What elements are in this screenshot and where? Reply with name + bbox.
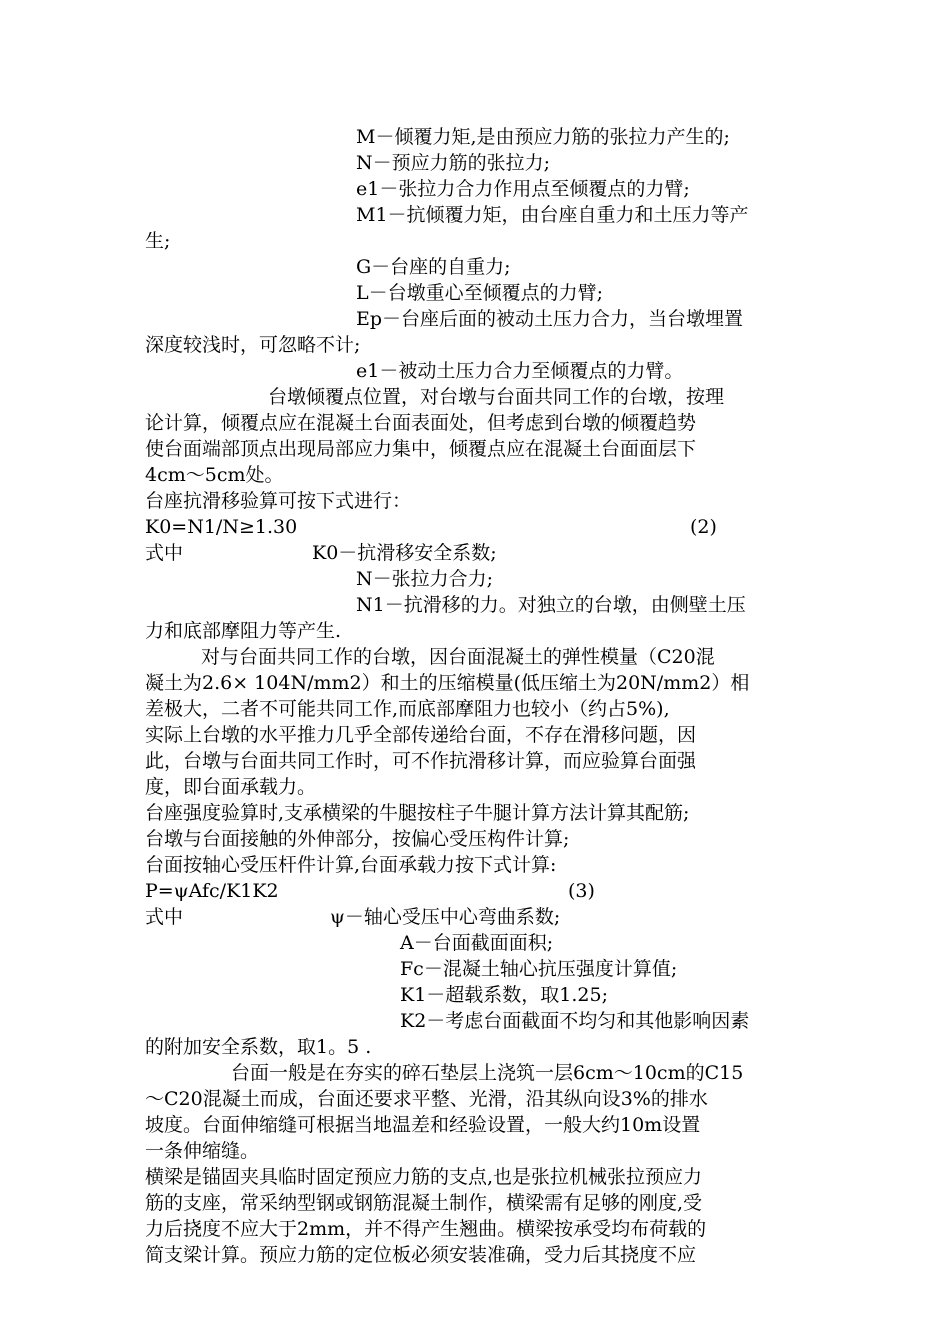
text-line: 简支梁计算。预应力筋的定位板必须安装准确，受力后其挠度不应 — [145, 1244, 697, 1266]
text-line: 的附加安全系数，取1。5 . — [145, 1036, 372, 1058]
text-line: 台面按轴心受压杆件计算,台面承载力按下式计算: — [145, 854, 557, 876]
text-line: 台墩倾覆点位置，对台墩与台面共同工作的台墩，按理 — [268, 386, 725, 408]
text-line: N－张拉力合力; — [356, 568, 494, 590]
text-line: 式中 — [145, 542, 184, 564]
text-line: A－台面截面面积; — [400, 932, 554, 954]
text-line: K0－抗滑移安全系数; — [312, 542, 497, 564]
text-line: 对与台面共同工作的台墩，因台面混凝土的弹性模量（C20混 — [201, 646, 715, 668]
text-line: 力和底部摩阻力等产生. — [145, 620, 342, 642]
equation-number: (3) — [568, 880, 595, 902]
text-line: L－台墩重心至倾覆点的力臂; — [356, 282, 604, 304]
text-line: 力后挠度不应大于2mm，并不得产生翘曲。横梁按承受均布荷载的 — [145, 1218, 707, 1240]
text-line: ～C20混凝土而成，台面还要求平整、光滑，沿其纵向设3%的排水 — [145, 1088, 708, 1110]
text-line: 台面一般是在夯实的碎石垫层上浇筑一层6cm～10cm的C15 — [231, 1062, 744, 1084]
text-line: 深度较浅时，可忽略不计; — [145, 334, 361, 356]
text-line: 实际上台墩的水平推力几乎全部传递给台面，不存在滑移问题，因 — [145, 724, 697, 746]
text-line: 坡度。台面伸缩缝可根据当地温差和经验设置，一般大约10m设置 — [145, 1114, 701, 1136]
text-line: 一条伸缩缝。 — [145, 1140, 260, 1162]
text-line: N1－抗滑移的力。对独立的台墩，由侧壁土压 — [356, 594, 746, 616]
text-line: 台座抗滑移验算可按下式进行： — [145, 490, 412, 512]
text-line: 台墩与台面接触的外伸部分，按偏心受压构件计算; — [145, 828, 570, 850]
text-line: N－预应力筋的张拉力; — [356, 152, 551, 174]
text-line: 式中 — [145, 906, 184, 928]
text-line: M1－抗倾覆力矩，由台座自重力和土压力等产 — [356, 204, 749, 226]
formula-line: K0=N1/N≥1.30 — [145, 516, 298, 538]
text-line: 差极大，二者不可能共同工作,而底部摩阻力也较小（约占5%), — [145, 698, 670, 720]
text-line: e1－被动土压力合力至倾覆点的力臂。 — [356, 360, 684, 382]
text-line: e1－张拉力合力作用点至倾覆点的力臂; — [356, 178, 690, 200]
text-line: K2－考虑台面截面不均匀和其他影响因素 — [400, 1010, 750, 1032]
text-line: 4cm～5cm处。 — [145, 464, 284, 486]
text-line: 论计算，倾覆点应在混凝土台面表面处，但考虑到台墩的倾覆趋势 — [145, 412, 697, 434]
text-line: M－倾覆力矩,是由预应力筋的张拉力产生的; — [356, 126, 730, 148]
text-line: 筋的支座，常采纳型钢或钢筋混凝土制作，横梁需有足够的刚度,受 — [145, 1192, 703, 1214]
text-line: K1－超载系数，取1.25; — [400, 984, 608, 1006]
formula-line: P=ψAfc/K1K2 — [145, 880, 279, 902]
text-line: 度，即台面承载力。 — [145, 776, 317, 798]
text-line: 凝土为2.6× 104N/mm2）和土的压缩模量(低压缩土为20N/mm2）相 — [145, 672, 750, 694]
equation-number: (2) — [690, 516, 717, 538]
text-line: ψ－轴心受压中心弯曲系数; — [330, 906, 561, 928]
text-line: Fc－混凝土轴心抗压强度计算值; — [400, 958, 678, 980]
text-line: 此，台墩与台面共同工作时，可不作抗滑移计算，而应验算台面强 — [145, 750, 697, 772]
text-line: 使台面端部顶点出现局部应力集中，倾覆点应在混凝土台面面层下 — [145, 438, 697, 460]
text-line: Ep－台座后面的被动土压力合力，当台墩埋置 — [356, 308, 744, 330]
text-line: 台座强度验算时,支承横梁的牛腿按柱子牛腿计算方法计算其配筋; — [145, 802, 690, 824]
text-line: G－台座的自重力; — [356, 256, 511, 278]
text-line: 生; — [145, 230, 171, 252]
text-line: 横梁是锚固夹具临时固定预应力筋的支点,也是张拉机械张拉预应力 — [145, 1166, 703, 1188]
